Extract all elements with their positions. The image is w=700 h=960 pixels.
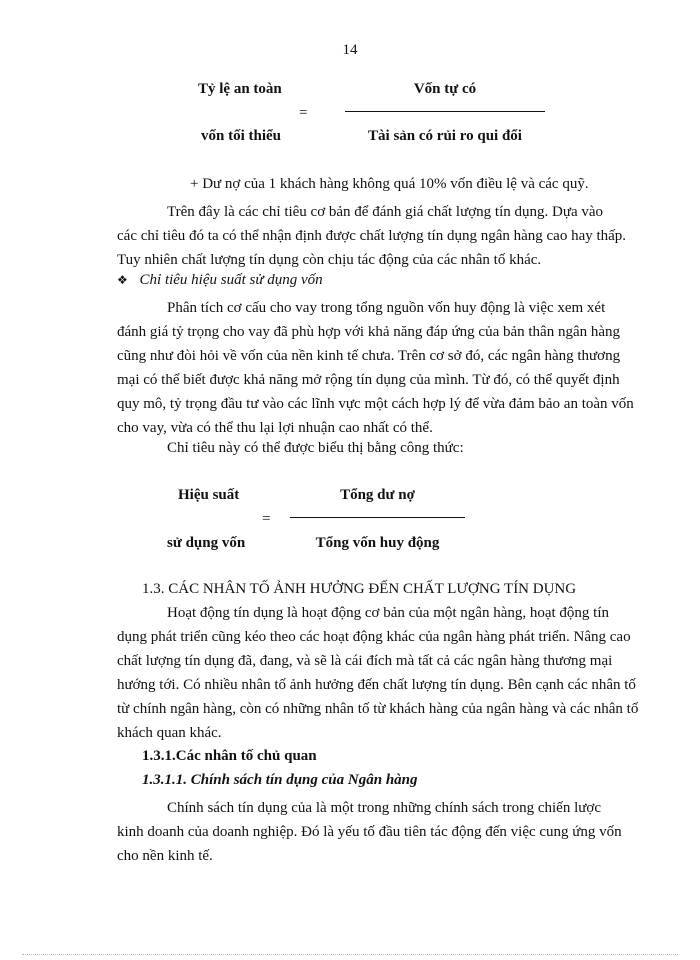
text-line: Chính sách tín dụng của là một trong những chính sách trong chiến lược (167, 800, 601, 816)
formula1-numerator: Vốn tự có (413, 81, 477, 97)
formula2-numerator: Tổng dư nợ (340, 487, 415, 503)
text-line: Hoạt động tín dụng là hoạt động cơ bản của một ngân hàng, hoạt động tín (167, 605, 610, 621)
formula1-denominator: Tài sản có rủi ro qui đổi (368, 128, 522, 144)
heading-1-3-1-1: 1.3.1.1. Chính sách tín dụng của Ngân hàng (142, 772, 418, 788)
page-bottom-border (22, 954, 678, 955)
formula2-left-bottom: sử dụng vốn (167, 535, 246, 551)
text-line: từ chính ngân hàng, còn có những nhân tố từ khách hàng của ngân hàng và các nhân tố (117, 701, 639, 717)
text-line: Phân tích cơ cấu cho vay trong tổng nguồn vốn huy động là việc xem xét (167, 300, 606, 316)
text-line: các chỉ tiêu đó ta có thể nhận định được chất lượng tín dụng ngân hàng cao hay thấp. (117, 228, 627, 244)
text-line: Trên đây là các chỉ tiêu cơ bản để đánh giá chất lượng tín dụng. Dựa vào (167, 204, 604, 220)
formula2-denominator: Tổng vốn huy động (315, 535, 440, 551)
paragraph-summary (117, 200, 627, 272)
text-line: cho vay, vừa có thể thu lại lợi nhuận cao nhất có thể. (117, 420, 433, 436)
text-line: cho nền kinh tế. (117, 848, 213, 864)
paragraph-credit-policy (117, 796, 622, 868)
text-line: Tuy nhiên chất lượng tín dụng còn chịu tác động của các nhân tố khác. (117, 252, 542, 268)
text-line: dụng phát triển cũng kéo theo các hoạt động khác của ngân hàng phát triển. Nâng cao (117, 629, 631, 645)
formula1-equals: = (299, 105, 308, 121)
formula1-left-top: Tỷ lệ an toàn (198, 81, 282, 97)
heading-1-3: 1.3. CÁC NHÂN TỐ ẢNH HƯỞNG ĐẾN CHẤT LƯỢNG TÍN DỤNG (142, 581, 577, 597)
heading-1-3-1: 1.3.1.Các nhân tố chủ quan (142, 748, 317, 764)
formula2-equals: = (262, 511, 271, 527)
paragraph-analysis (117, 296, 634, 440)
formula1-left-bottom: vốn tối thiểu (201, 128, 282, 144)
diamond-bullet-icon: ❖ (117, 273, 128, 287)
section-heading (117, 272, 323, 289)
paragraph-factors (117, 601, 639, 745)
section-heading-text: Chỉ tiêu hiệu suất sử dụng vốn (139, 272, 323, 288)
bullet-line: + Dư nợ của 1 khách hàng không quá 10% vốn điều lệ và các quỹ. (190, 176, 589, 192)
paragraph-formula-intro: Chỉ tiêu này có thể được biểu thị bằng công thức: (167, 440, 464, 456)
formula1-fraction-line (345, 111, 545, 112)
text-line: khách quan khác. (117, 725, 222, 741)
text-line: mại có thể biết được khả năng mở rộng tín dụng của mình. Từ đó, có thể quyết định (117, 372, 620, 388)
text-line: quy mô, tỷ trọng đầu tư vào các lĩnh vực một cách hợp lý để vừa đảm bảo an toàn vốn (117, 396, 634, 412)
text-line: chất lượng tín dụng đã, đang, và sẽ là cái đích mà tất cả các ngân hàng thương mại (117, 653, 613, 669)
page-number: 14 (342, 42, 358, 58)
text-line: đánh giá tỷ trọng cho vay đã phù hợp với khả năng đáp ứng của bản thân ngân hàng (117, 324, 621, 340)
formula2-left-top: Hiệu suất (178, 487, 240, 503)
text-line: hướng tới. Có nhiều nhân tố ảnh hưởng đến chất lượng tín dụng. Bên cạnh các nhân tố (117, 677, 636, 693)
text-line: cũng như đòi hỏi về vốn của nền kinh tế chưa. Trên cơ sở đó, các ngân hàng thương (117, 348, 621, 364)
formula2-fraction-line (290, 517, 465, 518)
text-line: kinh doanh của doanh nghiệp. Đó là yếu tố đầu tiên tác động đến việc cung ứng vốn (117, 824, 622, 840)
